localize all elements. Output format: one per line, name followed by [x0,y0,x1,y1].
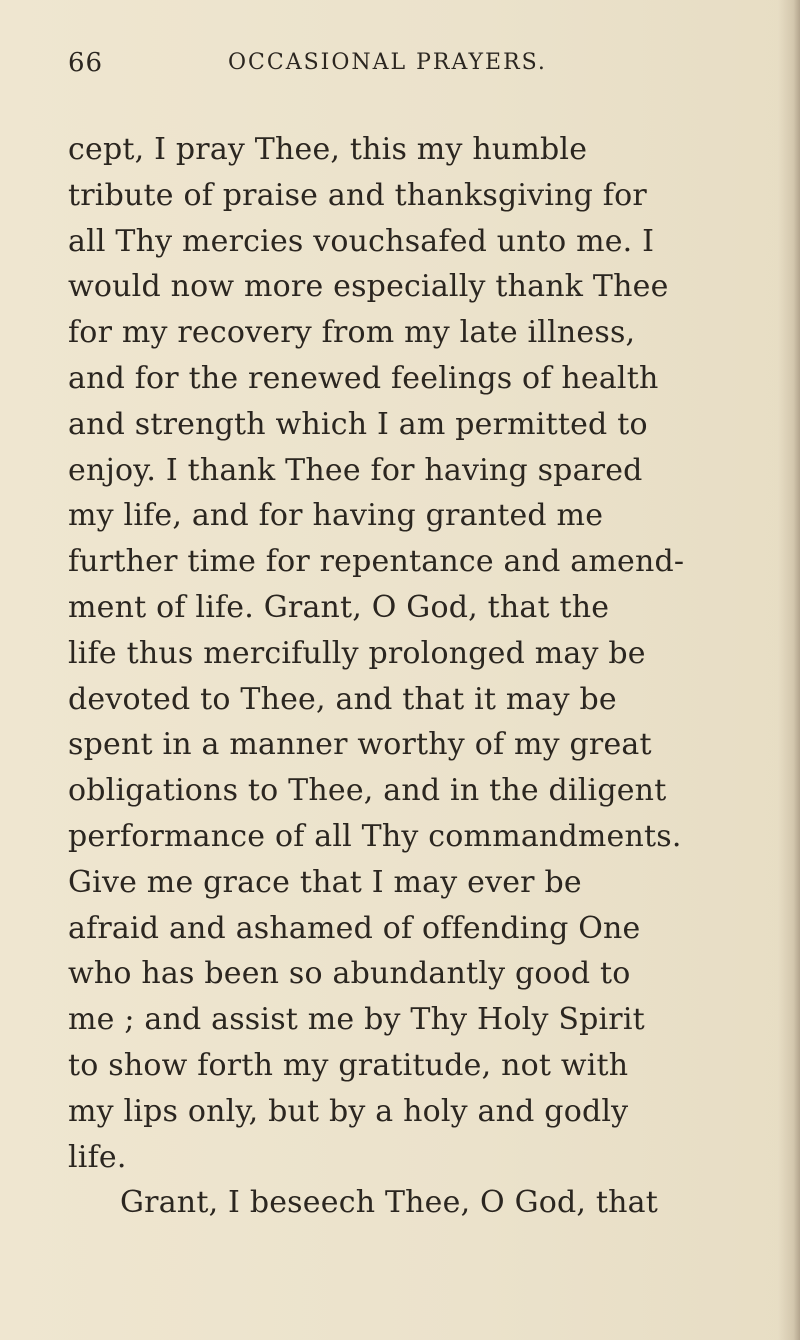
text-line: would now more especially thank Thee [68,269,669,305]
text-line: for my recovery from my late illness, [68,315,636,351]
text-line: devoted to Thee, and that it may be [68,681,617,717]
text-line: life thus mercifully prolonged may be [68,635,646,671]
text-line: who has been so abundantly good to [68,956,631,992]
text-line: and for the renewed feelings of health [68,360,659,396]
text-line: cept, I pray Thee, this my humble [68,132,588,167]
text-line: spent in a manner worthy of my great [68,727,652,763]
text-line: obligations to Thee, and in the diligent [68,773,667,809]
text-line: tribute of praise and thanksgiving for [68,177,647,213]
running-head: OCCASIONAL PRAYERS. [228,50,547,75]
text-line: further time for repentance and amend- [68,544,685,580]
text-line: me ; and assist me by Thy Holy Spirit [68,1002,645,1038]
page-header [68,48,758,88]
text-line: my lips only, but by a holy and godly [68,1093,629,1129]
text-line: to show forth my gratitude, not with [68,1047,629,1083]
body-text [68,127,768,1226]
text-line: and strength which I am permitted to [68,406,648,442]
paragraph-start-line: Grant, I beseech Thee, O God, that [120,1185,659,1221]
page-number: 66 [68,48,104,78]
page-edge-shadow [778,0,800,1340]
text-line: all Thy mercies vouchsafed unto me. I [68,223,655,259]
text-line: performance of all Thy commandments. [68,818,682,854]
text-line: Give me grace that I may ever be [68,864,582,900]
text-line: ment of life. Grant, O God, that the [68,589,610,625]
text-line: life. [68,1139,127,1175]
text-line: afraid and ashamed of offending One [68,910,641,946]
text-line: my life, and for having granted me [68,498,604,534]
text-line: enjoy. I thank Thee for having spared [68,452,643,488]
